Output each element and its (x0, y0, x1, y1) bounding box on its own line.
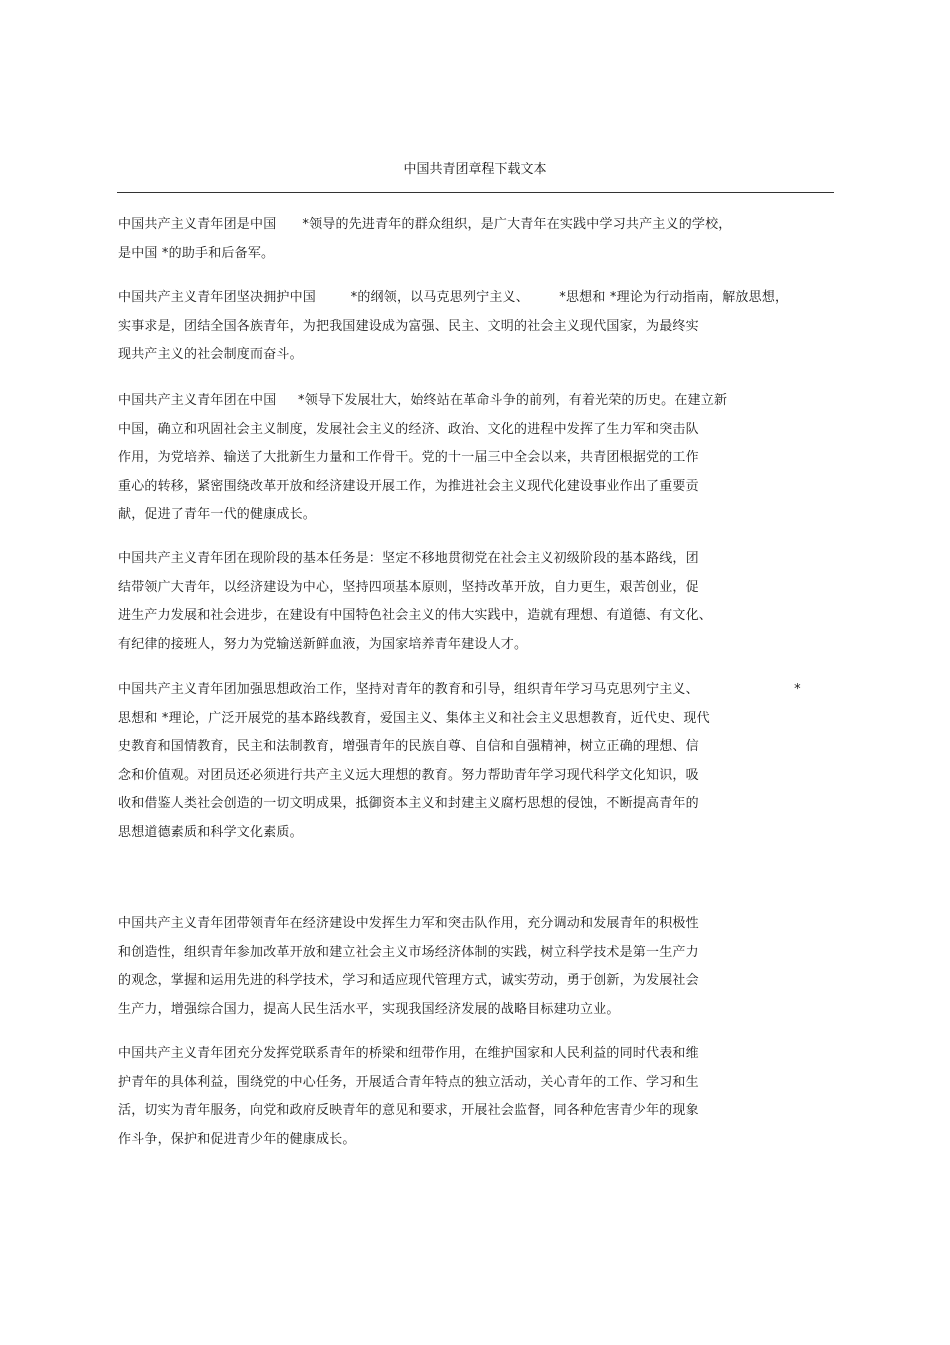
document-title: 中国共青团章程下载文本 (403, 162, 547, 177)
paragraph-line: 作斗争，保护和促进青少年的健康成长。 (118, 1131, 356, 1147)
paragraph-line: 中国共产主义青年团在现阶段的基本任务是：坚定不移地贯彻党在社会主义初级阶段的基本路线，团 (118, 551, 699, 566)
paragraph-line: 中国共产主义青年团是中国 *领导的先进青年的群众组织，是广大青年在实践中学习共产主义的学校， (118, 217, 732, 232)
paragraph-line: 护青年的具体利益，围绕党的中心任务，开展适合青年特点的独立活动，关心青年的工作、学习和生 (118, 1074, 699, 1090)
paragraph-4 (118, 545, 833, 659)
paragraph-line: 有纪律的接班人，努力为党输送新鲜血液，为国家培养青年建设人才。 (118, 636, 528, 652)
paragraph-line: 结带领广大青年，以经济建设为中心，坚持四项基本原则，坚持改革开放，自力更生，艰苦创业，促 (118, 579, 699, 595)
paragraph-2 (118, 284, 833, 370)
paragraph-line: 中国共产主义青年团坚决拥护中国 *的纲领，以马克思列宁主义、 *思想和 *理论为行动指南，解放思想， (118, 290, 789, 305)
title-divider (117, 192, 834, 193)
paragraph-line: 中国，确立和巩固社会主义制度，发展社会主义的经济、政治、文化的进程中发挥了生力军和突击队 (118, 421, 699, 437)
paragraph-line: 史教育和国情教育，民主和法制教育，增强青年的民族自尊、自信和自强精神，树立正确的理想、信 (118, 739, 699, 754)
paragraph-line: 思想和 *理论，广泛开展党的基本路线教育，爱国主义、集体主义和社会主义思想教育，近代史、现代 (118, 710, 710, 726)
paragraph-line: 念和价值观。对团员还必须进行共产主义远大理想的教育。努力帮助青年学习现代科学文化知识，吸 (118, 767, 699, 783)
paragraph-3 (118, 387, 833, 530)
paragraph-line: 中国共产主义青年团充分发挥党联系青年的桥梁和纽带作用，在维护国家和人民利益的同时代表和维 (118, 1046, 699, 1061)
paragraph-line: 中国共产主义青年团在中国 *领导下发展壮大，始终站在革命斗争的前列，有着光荣的历史。在建立新 (118, 393, 728, 408)
paragraph-line: 中国共产主义青年团加强思想政治工作，坚持对青年的教育和引导，组织青年学习马克思列宁主义、 * (118, 682, 801, 697)
paragraph-6 (118, 910, 833, 1024)
paragraph-1 (118, 211, 833, 268)
paragraph-line: 活，切实为青年服务，向党和政府反映青年的意见和要求，开展社会监督，同各种危害青少年的现象 (118, 1103, 699, 1118)
paragraph-line: 和创造性，组织青年参加改革开放和建立社会主义市场经济体制的实践，树立科学技术是第一生产力 (118, 944, 699, 960)
paragraph-line: 重心的转移，紧密围绕改革开放和经济建设开展工作，为推进社会主义现代化建设事业作出了重要贡 (118, 478, 699, 494)
paragraph-line: 思想道德素质和科学文化素质。 (118, 824, 303, 840)
paragraph-line: 作用，为党培养、输送了大批新生力量和工作骨干。党的十一届三中全会以来，共青团根据党的工作 (118, 450, 699, 465)
paragraph-5 (118, 676, 833, 847)
paragraph-7 (118, 1040, 833, 1154)
paragraph-line: 是中国 *的助手和后备军。 (118, 245, 275, 261)
paragraph-line: 的观念，掌握和运用先进的科学技术，学习和适应现代管理方式，诚实劳动，勇于创新，为发展社会 (118, 973, 699, 988)
paragraph-line: 进生产力发展和社会进步，在建设有中国特色社会主义的伟大实践中，造就有理想、有道德、有文化、 (118, 608, 713, 623)
paragraph-line: 生产力，增强综合国力，提高人民生活水平，实现我国经济发展的战略目标建功立业。 (118, 1001, 620, 1017)
paragraph-line: 中国共产主义青年团带领青年在经济建设中发挥生力军和突击队作用，充分调动和发展青年的积极性 (118, 916, 699, 931)
paragraph-line: 献，促进了青年一代的健康成长。 (118, 507, 317, 522)
paragraph-line: 实事求是，团结全国各族青年，为把我国建设成为富强、民主、文明的社会主义现代国家，为最终实 (118, 318, 699, 334)
paragraph-line: 收和借鉴人类社会创造的一切文明成果，抵御资本主义和封建主义腐朽思想的侵蚀，不断提高青年的 (118, 796, 699, 811)
paragraph-line: 现共产主义的社会制度而奋斗。 (118, 347, 303, 362)
